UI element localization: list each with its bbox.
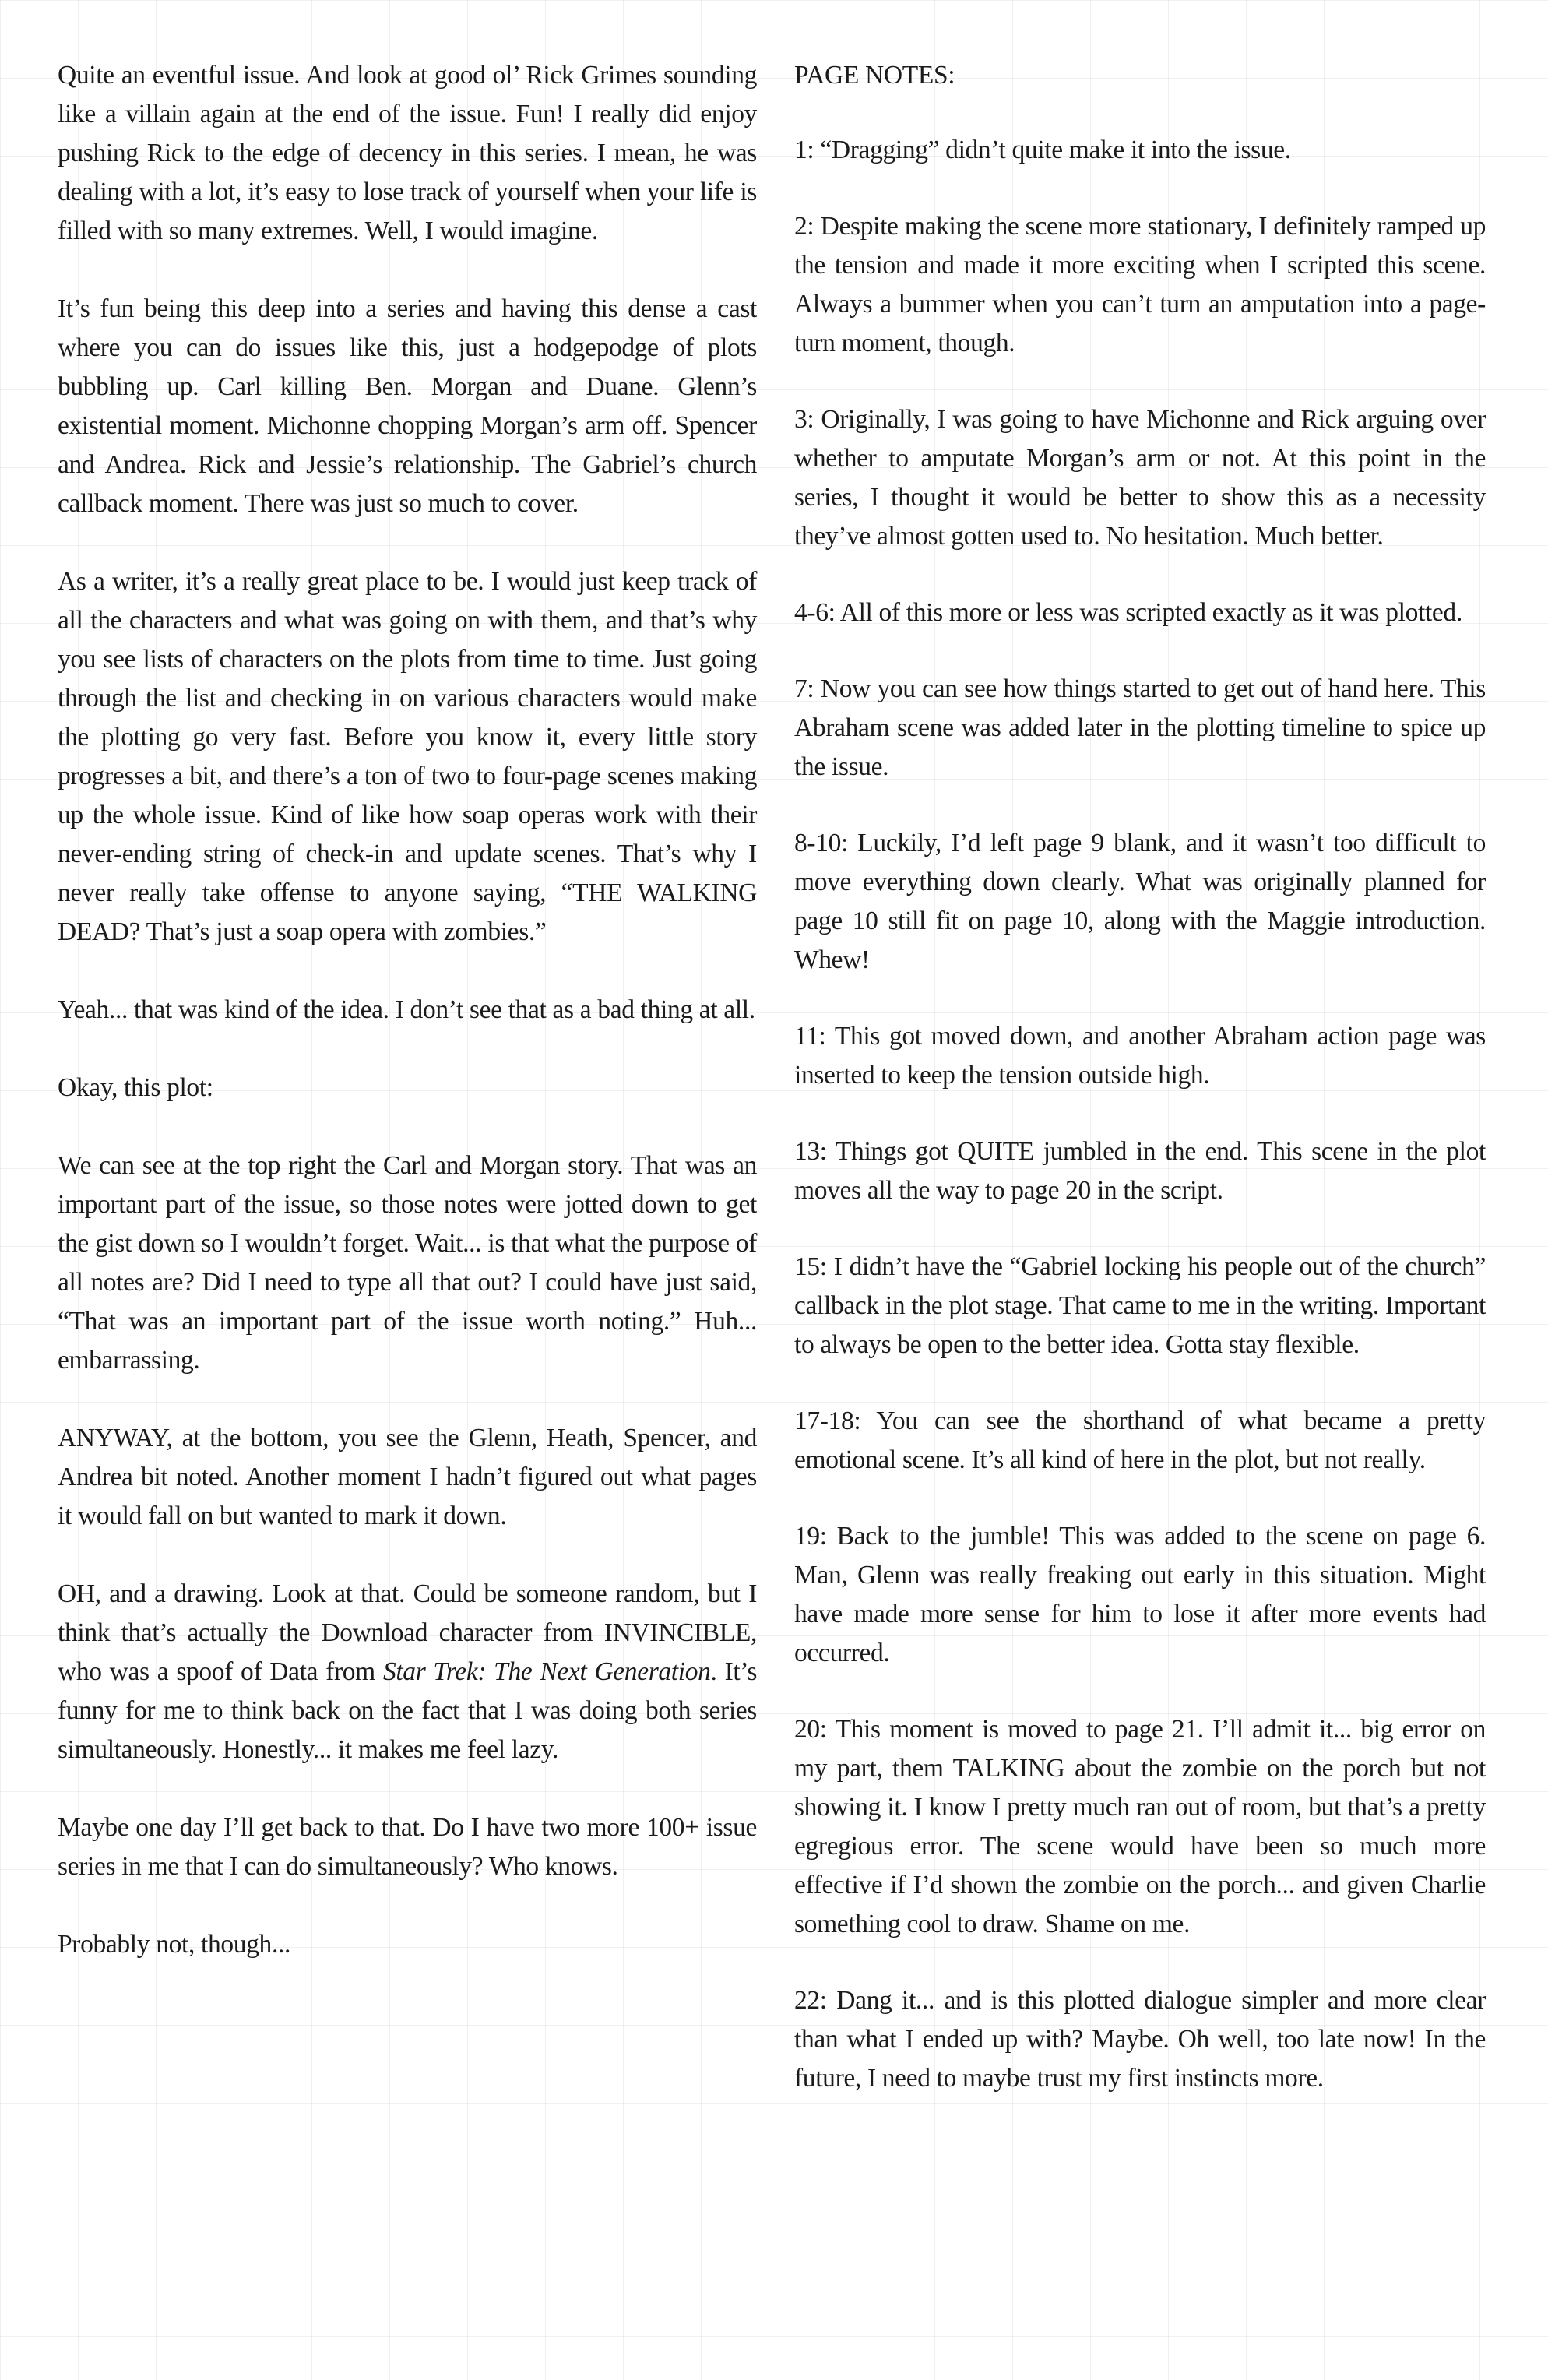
page-note: 19: Back to the jumble! This was added to the scene on page 6. Man, Glenn was really freaking out early in this situation. Might have made more sense for him to lose it after more events had occurred. — [794, 1522, 1486, 1667]
series-title: Star Trek: The Next Generation — [382, 1657, 711, 1686]
commentary-paragraph: It’s fun being this deep into a series and having this dense a cast where you can do issues like this, just a hodgepodge of plots bubbling up. Carl killing Ben. Morgan and Duane. Glenn’s existential moment. Michonne chopping Morgan’s arm off. Spencer and Andrea. Rick and Jessie’s relationship. The Gabriel’s church callback moment. There was just so much to cover. — [58, 294, 757, 518]
page-note: 7: Now you can see how things started to get out of hand here. This Abraham scene was added later in the plotting timeline to spice up the issue. — [794, 674, 1486, 781]
page-notes-column — [794, 56, 1486, 2135]
commentary-paragraph: Yeah... that was kind of the idea. I don’t see that as a bad thing at all. — [58, 995, 755, 1024]
commentary-paragraph: As a writer, it’s a really great place to be. I would just keep track of all the characters and what was going on with them, and that’s why you see lists of characters on the plots from time to time. Just going through the list and checking in on various characters would make the plotting go very fast. Before you know it, every little story progresses a bit, and there’s a ton of two to four-page scenes making up the whole issue. Kind of like how soap operas work with their never-ending string of check-in and update scenes. That’s why I never really take offense to anyone saying, “THE WALKING DEAD? That’s just a soap opera with zombies.” — [58, 567, 757, 946]
page-note: 13: Things got QUITE jumbled in the end. This scene in the plot moves all the way to page 20 in the script. — [794, 1137, 1486, 1205]
drawing-text-before: OH, and a drawing. Look at that. Could be someone random, but I think that’s actually the Download character from INVINCIBLE, who was a spoof of Data from — [58, 1579, 757, 1686]
page-notes-heading: PAGE NOTES: — [794, 61, 955, 90]
drawing-text-after: . It’s funny for me to think back on the fact that I was doing both series simultaneously. Honestly... it makes me feel lazy. — [58, 1657, 758, 1764]
page-note: 2: Despite making the scene more stationary, I definitely ramped up the tension and made it more exciting when I scripted this scene. Always a bummer when you can’t turn an amputation into a page-turn moment, though. — [794, 212, 1486, 357]
page-note: 11: This got moved down, and another Abraham action page was inserted to keep the tension outside high. — [794, 1022, 1486, 1090]
page-note: 20: This moment is moved to page 21. I’ll admit it... big error on my part, them TALKING about the zombie on the porch but not showing it. I know I pretty much ran out of room, but that’s a pretty egregious error. The scene would have been so much more effective if I’d shown the zombie on the porch... and given Charlie something cool to draw. Shame on me. — [794, 1715, 1486, 1938]
commentary-column — [58, 56, 757, 2003]
commentary-paragraph: We can see at the top right the Carl and Morgan story. That was an important part of the issue, so those notes were jotted down to get the gist down so I wouldn’t forget. Wait... is that what the purpose of all notes are? Did I need to type all that out? I could have just said, “That was an important part of the issue worth noting.” Huh... embarrassing. — [58, 1151, 757, 1375]
commentary-paragraph: ANYWAY, at the bottom, you see the Glenn, Heath, Spencer, and Andrea bit noted. Another moment I hadn’t figured out what pages it would fall on but wanted to mark it down. — [58, 1424, 757, 1530]
commentary-paragraph: Maybe one day I’ll get back to that. Do I have two more 100+ issue series in me that I can do simultaneously? Who knows. — [58, 1813, 757, 1881]
commentary-paragraph: Quite an eventful issue. And look at good ol’ Rick Grimes sounding like a villain again at the end of the issue. Fun! I really did enjoy pushing Rick to the edge of decency in this series. I mean, he was dealing with a lot, it’s easy to lose track of yourself when your life is filled with so many extremes. Well, I would imagine. — [58, 61, 757, 245]
page-note: 8-10: Luckily, I’d left page 9 blank, and it wasn’t too difficult to move everything down clearly. What was originally planned for page 10 still fit on page 10, along with the Maggie introduction. Whew! — [794, 829, 1486, 974]
commentary-paragraph: Okay, this plot: — [58, 1073, 213, 1102]
page-note: 15: I didn’t have the “Gabriel locking his people out of the church” callback in the plot stage. That came to me in the writing. Important to always be open to the better idea. Gotta stay flexible. — [794, 1252, 1486, 1359]
page-note: 17-18: You can see the shorthand of what became a pretty emotional scene. It’s all kind of here in the plot, but not really. — [794, 1407, 1486, 1474]
commentary-paragraph: Probably not, though... — [58, 1930, 291, 1959]
page-note: 3: Originally, I was going to have Michonne and Rick arguing over whether to amputate Morgan’s arm or not. At this point in the series, I thought it would be better to show this as a necessity they’ve almost gotten used to. No hesitation. Much better. — [794, 405, 1486, 551]
commentary-paragraph-drawing — [58, 1575, 757, 1769]
page-note: 22: Dang it... and is this plotted dialogue simpler and more clear than what I ended up with? Maybe. Oh well, too late now! In the future, I need to maybe trust my first instincts more. — [794, 1986, 1486, 2093]
page-note: 1: “Dragging” didn’t quite make it into the issue. — [794, 136, 1291, 164]
page-note: 4-6: All of this more or less was scripted exactly as it was plotted. — [794, 598, 1462, 627]
